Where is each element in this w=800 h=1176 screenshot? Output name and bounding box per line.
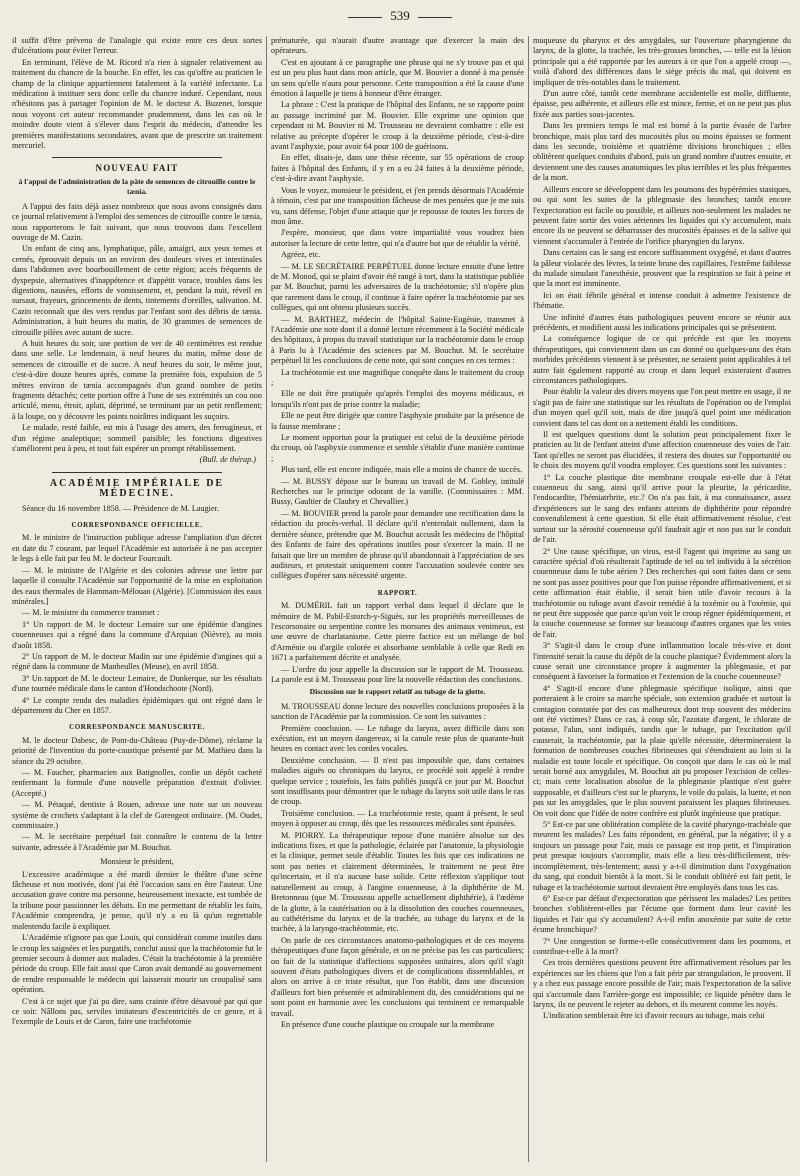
- paragraph: Première conclusion. — Le tubage du larynx, assez difficile dans son exécution, est un moyen dangereux, si la canule reste plus de quarante-huit heures en contact avec les cordes vocales.: [271, 723, 524, 754]
- paragraph: Deuxième conclusion. — Il n'est pas impossible que, dans certaines maladies aiguës ou chroniques du larynx, ce procédé soit appelé à rendre quelque service ; toutefois, les faits publiés jusqu'à ce jour par M. Bouchut sont insuffisants pour démontrer que le tubage du larynx soit utile dans le cas de croup.: [271, 755, 524, 807]
- paragraph: — M. le secrétaire perpétuel fait connaître le contenu de la lettre suivante, adressée à l'Académie par M. Bouchut.: [12, 832, 262, 852]
- paragraph: 4° S'agit-il encore d'une phlegmasie spécifique isolique, ainsi que porteraient à le croire sa marche spéciale, son extension graduée et surtout la contagion constatée par des cas malheureux dont trop souvent des médecins ont été victimes? Dans ce cas, à coup sûr, l'azotate d'argent, le chlorate de potasse, l'alun, sont indiqués, tandis que le tubage, par l'excitation qu'il causerait, la trachéotomie, par la plaie qu'elle nécessite, détermineraient la formation de nombreuses couches fibrineuses qui s'étendraient au loin si la maladie est toute locale et spécifique. On conçoit que dans le cas où le mal serait borné aux amygdales, M. Bouchut ait pu proposer l'excision de celles-ci; mais cette localisation absolue de la phlegmasie plastique n'est guère supposable, et d'ailleurs c'est sur le pharynx, le voile du palais, la luette, et non pas sur les amygdales, que le plus souvent paraissent les plaques fibrineuses. On voit donc que l'idée de notre confrère est plutôt ingénieuse que pratique.: [533, 683, 791, 818]
- paragraph: La phrase : C'est la pratique de l'hôpital des Enfants, ne se rapporte point au passage incriminé par M. Bouvier. Elle exprime une opinion que cependant ni M. Bouvier ni M. Trousseau ne devraient combattre : elle est relative au précepte d'opérer le croup à la deuxième période, c'est-à-dire avant l'asphyxie, pour avoir 64 pour 100 de guérisons.: [271, 100, 524, 152]
- paragraph: — M. BARTHEZ, médecin de l'hôpital Sainte-Eugénie, transmet à l'Académie une note dont il a donné lecture récemment à la Société médicale des hôpitaux, à propos du travail statistique sur la trachéotomie dans le croup à Paris lu à l'Académie des sciences par M. Bouchut. M. le secrétaire perpétuel lit les conclusions de cette note, qui sont conçues en ces termes :: [271, 314, 524, 366]
- paragraph: M. TROUSSEAU donne lecture des nouvelles conclusions proposées à la sanction de l'Académie par la commission. Ce sont les suivantes :: [271, 701, 524, 722]
- paragraph: prématurée, qui n'aurait d'autre avantage que d'exercer la main des opérateurs.: [271, 36, 524, 56]
- paragraph: En terminant, l'élève de M. Ricord n'a rien à signaler relativement au traitement du chancre de la bouche. En effet, les cas qu'offre au praticien le champ de la clinique appartiennent fatalement à la variété infectante. La médication à instituer sera donc celle du chancre induré. Cependant, nous n'hésitons pas à partager l'opinion de M. le docteur A. Buzenet, lorsque nous voyons cet auteur recommander prudemment, dans les cas où le moindre doute vient à s'élever dans l'esprit du médecin, d'attendre les premières manifestations secondaires, avant que de prescrire un traitement mercuriel.: [12, 57, 262, 151]
- paragraph: Ces trois dernières questions peuvent être affirmativement résolues par les expériences sur les chiens que l'on a fait périr par strangulation, le prouvent. Il y a chez eux passage encore possible de l'air; mais l'expectoration de la salive qui s'accumule dans l'arrière-gorge est impossible; ce liquide pénètre dans le larynx, ils ne peuvent le rejeter au dehors, et ils meurent comme les noyés.: [533, 958, 791, 1009]
- paragraph: Elle ne doit être pratiquée qu'après l'emploi des moyens médicaux, et lorsqu'ils n'ont pas de prise contre la maladie;: [271, 389, 524, 409]
- paragraph: — L'ordre du jour appelle la discussion sur le rapport de M. Trousseau. La parole est à M. Trousseau pour lire la nouvelle rédaction des conclusions.: [271, 664, 524, 684]
- page-number: [0, 8, 800, 24]
- paragraph: Vous le voyez, monsieur le président, et j'en prends désormais l'Académie à témoin, c'est par une transposition fâcheuse de mes pensées que je me suis vu, sans défense, l'objet d'une attaque que je repousse de toutes les forces de mon âme.: [271, 185, 524, 226]
- section-divider: [52, 472, 222, 473]
- column-separator-1: [266, 36, 267, 1162]
- paragraph: — M. Faucher, pharmacien aux Batignolles, confie un dépôt cacheté renfermant la formule d'une nouvelle préparation d'extrait d'olivier. (Accepté.): [12, 768, 262, 798]
- paragraph: On parle de ces circonstances anatomo-pathologiques et de ces moyens thérapeutiques d'une façon générale, et on ne précise pas les cas particuliers; on fait de la statistique d'affections supposées unitaires, alors qu'il s'agit souvent d'états pathologiques divers et de complications dissemblables, et alors on arrive à ce triste résultat, que l'on établit, dans une discussion d'ailleurs fort bien présentée et admirablement dit, des considérations qui ne sont point en harmonie avec les conclusions qui terminent ce remarquable travail.: [271, 935, 524, 1018]
- paragraph: 1° La couche plastique dite membrane croupale est-elle due à l'état couenneux du sang, ainsi qu'il arrive pour la pleurite, la péricardite, l'endocardite, l'hémiatrhrite, etc.? On n'a pas fait, à ma connaissance, assez d'expériences sur le sang des enfants atteints de diphthérite pour répondre convenablement à cette question. Si elle était affirmativement résolue, c'est surtout sur la sérosité couenneuse qu'il faudrait agir et non pas sur le conduit de l'air.: [533, 472, 791, 545]
- page-number-text: 539: [390, 8, 410, 23]
- academy-heading: ACADÉMIE IMPÉRIALE DE MÉDECINE.: [49, 477, 225, 500]
- paragraph: Dans les premiers temps le mal est borné à la partie évasée de l'arbre bronchique, mais plus tard des mucosités plus ou moins épaisses se forment dans les seconde, troisième et quatrième divisions bronchiques ; elles oblitèrent quelques conduits d'abord, puis un grand nombre d'autres ensuite, et deviennent une des causes anatomiques les plus terribles et les plus fréquentes de la mort.: [533, 121, 791, 183]
- page-number-rule-left: [348, 17, 382, 18]
- paragraph: Elle ne peut être dirigée que contre l'asphyxie produite par la présence de la fausse membrane ;: [271, 411, 524, 431]
- paragraph: Dans certains cas le sang est encore suffisamment oxygéné, et dans d'autres la pâleur violacée des lèvres, la teinte brune des capillaires, l'extrême faiblesse du malade simulant l'anesthésie, prouvent que la respiration se fait à peine et que la mort est imminente.: [533, 248, 791, 289]
- paragraph: Pour établir la valeur des divers moyens que l'on peut mettre en usage, il ne s'agit pas de faire une statistique sur les résultats de l'opération ou de l'emploi d'un moyen quel qu'il soit, mais de dire jusqu'à quel point une médication convient dans tel cas dont on a nettement établi les conditions.: [533, 387, 791, 428]
- paragraph: A l'appui des faits déjà assez nombreux que nous avons consignés dans ce journal relativement à l'emploi des semences de citrouille contre le tænia, nous rapporterons le fait suivant, que nous trouvons dans l'excellent ouvrage de M. Cazin.: [12, 201, 262, 242]
- paragraph: 3° S'agit-il dans le croup d'une inflammation locale très-vive et dont l'intensité serait la cause du dépôt de la couche plastique? Évidemment alors la cause serait une circonstance propre à augmenter la phlegmasie, et par conséquent à favoriser la formation et l'extension de la couche couenneuse?: [533, 641, 791, 682]
- paragraph: 7° Une congestion se forme-t-elle consécutivement dans les poumons, et contribue-t-elle à la mort?: [533, 936, 791, 956]
- paragraph: M. le docteur Dabesc, de Pont-du-Château (Puy-de-Dôme), réclame la priorité de l'invention du porte-caustique présenté par M. Mathieu dans la séance du 29 octobre.: [12, 735, 262, 766]
- section-heading: NOUVEAU FAIT: [95, 163, 179, 174]
- paragraph: 1° Un rapport de M. le docteur Lemaire sur une épidémie d'angines couenneuses qui a régné dans la commune d'Arquian (Nièvre), au mois d'août 1858.: [12, 619, 262, 650]
- paragraph: En présence d'une couche plastique ou croupale sur la membrane: [281, 1019, 495, 1029]
- paragraph: — M. le ministre de l'Algérie et des colonies adresse une lettre par laquelle il consulte l'Académie sur l'opportunité de la mise en exploitation des eaux thermales de Hammam-Mélouan (Algérie). [Commission des eaux minérales.]: [12, 565, 262, 606]
- paragraph: muqueuse du pharynx et des amygdales, sur l'ouverture pharyngienne du larynx, de la glotte, la trachée, les très-grosses bronches, — telle est la lésion principale qui a été rapportée par les auteurs à ce que l'on a appelé croup —, voilà d'abord des différences dans le siège précis du mal, qui doivent en impliquer de très-notables dans le traitement.: [533, 36, 791, 87]
- column-1: [12, 36, 262, 1162]
- paragraph: J'espère, monsieur, que dans votre impartialité vous voudrez bien autoriser la lecture de cette lettre, qui n'a d'autre but que de rétablir la vérité.: [271, 228, 524, 248]
- section-subheading: à l'appui de l'administration de la pâte de semences de citrouille contre le tænia.: [18, 176, 256, 197]
- paragraph: M. PIORRY. La thérapeutique repose d'une manière absolue sur des indications fixes, et que la pathologie, éclairée par l'anatomie, la physiologie et la clinique, permet seule d'établir. Toutes les fois que ces indications ne sont pas nettes et clairement déterminées, le traitement ne peut être qu'incertain, et il n'a aucune base solide. Cette réflexion s'applique tout naturellement au croup, à l'angine couenneuse, à la diphthérite de M. Bretonneau (que M. Trousseau appelle actuellement diphthérie), à l'œdème de la glotte, à la cautérisation ou à la dissolution des couches couenneuses, au cathétérisme du larynx et de la trachée, au tubage du larynx et de la trachée, à la laryngo-trachéotomie, etc.: [271, 830, 524, 934]
- paragraph: 5° Est-ce par une oblitération complète de la cavité pharyngo-trachéale que meurent les malades? Les faits répondent, en général, par la négative; il y a toujours un passage pour l'air, mais ce passage est trop petit, et l'inspiration peut presque toujours s'accomplir, mais elle a lieu très-difficilement, très-incomplètement, très-lentement; aussi y a-t-il diminution dans l'oxygénation du sang, qui conduit bientôt à la mort. Si le conduit oblitéré est fait petit, le tubage et la trachéotomie surtout devraient être employés dans tous les cas.: [533, 820, 791, 892]
- discussion-heading: Discussion sur le rapport relatif au tubage de la glotte.: [309, 687, 486, 697]
- paragraph: 2° Un rapport de M. le docteur Madin sur une épidémie d'angines qui a régné dans la commune de Manbeulles (Meuse), en avril 1858.: [12, 651, 262, 672]
- rapport-heading: RAPPORT.: [377, 588, 418, 597]
- paragraph: Un enfant de cinq ans, lymphatique, pâle, amaigri, aux yeux ternes et cernés, éprouvait depuis un an environ des douleurs vives et intestinales dans l'abdomen avec bourbouillement de cette région; accès fréquents de dyspepsie, alternatives d'inappétence et d'appétit vorace, troubles dans les digestions, nausées, efforts de vomissement, et, pendant la nuit, réveil en sursaut, frayeurs, grincements de dents, tintements d'oreilles, salivation. M. Cazin reconnaît que des vers rendus par l'enfant sont des débris de tænia. Administration, à huit heures du matin, de 30 grammes de semences de citrouille pilées avec autant de sucre.: [12, 244, 262, 337]
- paragraph: 2° Une cause spécifique, un virus, est-il l'agent qui imprime au sang un caractère spécial d'où résulterait l'aptitude de tel ou tel individu à la sécrétion couenneuse dans le tube aérien ? Des recherches qui sont faites dans ce sens ne sont pas assez positives pour que l'on puisse répondre affirmativement, et si cette affirmation était établie, il serait bien utile d'avoir recours à la trachéotomie ou tubage avant d'avoir remédié à la toxémie ou à l'oxémie, qui ne peut être supposée que parce qu'on voit le croup régner épidémiquement, et la couche couenneuse se former sur beaucoup d'autres organes que les voies de l'air.: [533, 546, 791, 639]
- section-divider: [52, 157, 222, 158]
- column-separator-2: [528, 36, 529, 1162]
- paragraph: — M. le ministre du commerce transmet :: [22, 608, 160, 618]
- page-number-rule-right: [418, 17, 452, 18]
- paragraph: Plus tard, elle est encore indiquée, mais elle a moins de chance de succès.: [281, 465, 522, 475]
- correspondence-heading: CORRESPONDANCE OFFICIELLE.: [71, 521, 203, 530]
- paragraph: Agréez, etc.: [281, 250, 321, 260]
- source-citation: (Bull. de thérap.): [199, 455, 256, 465]
- paragraph: La conséquence logique de ce qui précède est que les moyens thérapeutiques, qui conviennent dans un cas donné ou quelques-uns des états morbides précédents viennent à se présenter, ne seraient point applicables à tel autre fait également rapporté au croup et dans lequel existeraient d'autres circonstances pathologiques.: [533, 334, 791, 385]
- paragraph: Une infinité d'autres états pathologiques peuvent encore se réunir aux précédents, et modifient aussi les indications principales qui se présentent.: [533, 312, 791, 332]
- paragraph: M. DUMÉRIL fait un rapport verbal dans lequel il déclare que le mémoire de M. Pabil-Estorch-y-Siguès, sur les propriétés merveilleuses de l'escorsonaire ou serpentine contre les morsures des animaux venimeux, est une œuvre de charlatanisme. Cette pierre factice est un mélange de bol d'Arménie ou d'argile colorée et absorbante semblable à celle que Redi en 1671 a parfaitement décrite et analysée.: [271, 601, 524, 663]
- session-line: Séance du 16 novembre 1858. — Présidence de M. Laugier.: [22, 503, 219, 513]
- paragraph: A huit heures du soir, une portion de ver de 40 centimètres est rendue dans une selle. Le lendemain, à neuf heures du matin, même dose de semences de citrouille et de sucre. A neuf heures du soir, le même jour, c'est-à-dire douze heures après, comme la première fois, expulsion de 5 mètres environ de tænia accompagnés d'un grand nombre de petits fragments détachés; cette portion offre à l'une de ses extrémités un cou non articulé, menu, étroit, aplati, déprimé, se terminant par un petit renflement; à la loupe, on y découvre les points noirâtres indiquant les suçoirs.: [12, 338, 262, 421]
- paragraph: — M. Pétaqué, dentiste à Rouen, adresse une note sur un nouveau système de crochets s'adaptant à la clef de Garengeot ordinaire. (M. Oudet, commissaire.): [12, 800, 262, 831]
- paragraph: 4° Le compte rendu des maladies épidémiques qui ont régné dans le département du Cher en 1857.: [12, 695, 262, 715]
- paragraph: Ici on était fébrile général et intense conduit à admettre l'existence de l'hématie.: [533, 290, 791, 311]
- paragraph: — M. LE SECRÉTAIRE PERPÉTUEL donne lecture ensuite d'une lettre de M. Monod, qui se plaint d'avoir été rangé à tort, dans la statistique publiée par M. Bouchut, parmi les adversaires de la trachéotomie; s'il n'opère plus que rarement dans le croup, il continue à faire opérer la trachéotomie par ses collègues, qui ont obtenu plusieurs succès.: [271, 261, 524, 313]
- letter-salutation: Monsieur le président,: [100, 857, 174, 867]
- correspondence-heading: CORRESPONDANCE MANUSCRITE.: [69, 723, 205, 732]
- paragraph: Troisième conclusion. — La trachéotomie reste, quant à présent, le seul moyen à opposer au croup, dès que les ressources médicales sont épuisées.: [271, 808, 524, 829]
- paragraph: — M. BUSSY dépose sur le bureau un travail de M. Gobley, intitulé Recherches sur le principe odorant de la vanille. (Commissaires : MM. Bussy, Gaultier de Claubry et Chevallier.): [271, 476, 524, 507]
- paragraph: En effet, disais-je, dans une thèse récente, sur 55 opérations de croup faites à l'hôpital des Enfants, il y en a eu 24 faites à la deuxième période, c'est-à-dire avant l'asphyxie.: [271, 153, 524, 184]
- paragraph: M. le ministre de l'instruction publique adresse l'ampliation d'un décret en date du 7 courant, par lequel l'Académie est autorisée à ne pas accepter le legs à elle fait par feu M. le docteur Fourcault.: [12, 533, 262, 564]
- column-2: [271, 36, 524, 1162]
- paragraph: Le moment opportun pour la pratiquer est celui de la deuxième période du croup, où l'asphyxie commence et semble s'établir d'une manière continue ;: [271, 433, 524, 463]
- paragraph: La trachéotomie est une magnifique conquête dans le traitement du croup ;: [271, 367, 524, 387]
- paragraph: C'est en ajoutant à ce paragraphe une phrase qui ne s'y trouve pas et qui est un peu plus haut dans mon article, que M. Bouvier a donné à ma pensée un sens qu'elle n'aura pour personne. Cette transposition a été la cause d'une émotion à laquelle je tiens à honneur d'être étranger.: [271, 57, 524, 99]
- paragraph: L'excessive académique a été mardi dernier le théâtre d'une scène fâcheuse et non motivée, dont j'ai été l'occasion sans en être l'auteur. Une accusation grave contre ma personne, heureusement inexacte, est tombée de la tribune pour passionner les débats. En me permettant de rétablir les faits, l'Académie comprendra, je pense, qu'il n'y a eu là qu'un regrettable malentendu facile à expliquer.: [12, 869, 262, 931]
- paragraph: 6° Est-ce par défaut d'expectoration que périssent les malades? Les petites bronches s'oblitèrent-elles par l'écume que forment dans leur cavité les liquides et l'air qui s'y accumulent? A-t-il enfin anoxémie par suite de cette écume bronchique?: [533, 893, 791, 935]
- paragraph: L'indication semblerait être ici d'avoir recours au tubage, mais celui: [543, 1011, 765, 1021]
- paragraph: D'un autre côté, tantôt cette membrane accidentelle est molle, diffluente, épaisse, peu adhérente, et ailleurs elle est mince, ferme, et on ne peut pas plus fixée aux parties sous-jacentes.: [533, 89, 791, 119]
- paragraph: C'est à ce sujet que j'ai pu dire, sans crainte d'être désavoué par qui que ce soit: Nâllons pas, serviles imitateurs d'excentricités de ce genre, et à l'exemple de Louis et de Caron, faire une trachéotomie: [12, 996, 262, 1027]
- paragraph: Il est quelques questions dont la solution peut principalement fixer le praticien au lit de l'enfant atteint d'une affection couenneuse des voies de l'air. Tant qu'elles ne seront pas élucidées, il restera des doutes sur l'opportunité ou le choix des moyens qu'il voudra employer. Ces questions sont les suivantes :: [533, 430, 791, 471]
- paragraph: Le malade, resté faible, est mis à l'usage des amers, des ferrugineux, et d'un régime analeptique; sommeil paisible; les fonctions digestives s'améliorent peu à peu, et tout fait espérer un prompt rétablissement.: [12, 423, 262, 454]
- paragraph: Ailleurs encore se développent dans les poumons des hypérémies stasiques, ou qui sont les suites de la phlegmasie des bronches; tantôt encore l'expectoration est facile ou possible, et ailleurs non-seulement les malades ne peuvent faire sortir des voies aériennes les liquides qui s'y accumulent, mais encore ils ne peuvent se débarrasser des mucosités épaisses et de la salive qui viennent s'accumuler à l'entrée de l'orifice pharyngien du larynx.: [533, 184, 791, 246]
- paragraph: L'Académie n'ignore pas que Louis, qui considérait comme inutiles dans le croup les saignées et les purgatifs, conclut aussi que la trachéotomie fut le premier secours à donner aux malades. C'était la trachéotomie à la première période du croup. Elle fait aussi que Caron avait demandé au gouvernement de rendre responsable le médecin qui laisserait mourir un croupalisé sans opération.: [12, 933, 262, 995]
- paragraph: — M. BOUVIER prend la parole pour demander une rectification dans la rédaction du procès-verbal. Il déclare qu'il n'entendait nullement, dans la dernière séance, prétendre que M. Bouchut accusât les médecins de l'hôpital des Enfants de faire des opérations inutiles pour s'exercer la main. Il ne faisait que lire un membre de phrase qu'il abandonnait à l'appréciation de ses auditeurs, et protestait uniquement contre l'accusation soulevée contre ses collègues d'opérer sans nécessité urgente.: [271, 508, 524, 581]
- paragraph: 3° Un rapport de M. le docteur Lemaire, de Dunkerque, sur les résultats d'une tournée médicale dans le canton d'Hondschoote (Nord).: [12, 673, 262, 694]
- paragraph: il suffit d'être prévenu de l'analogie qui existe entre ces deux sortes d'ulcérations pour éviter l'erreur.: [12, 36, 262, 56]
- column-3: [533, 36, 791, 1162]
